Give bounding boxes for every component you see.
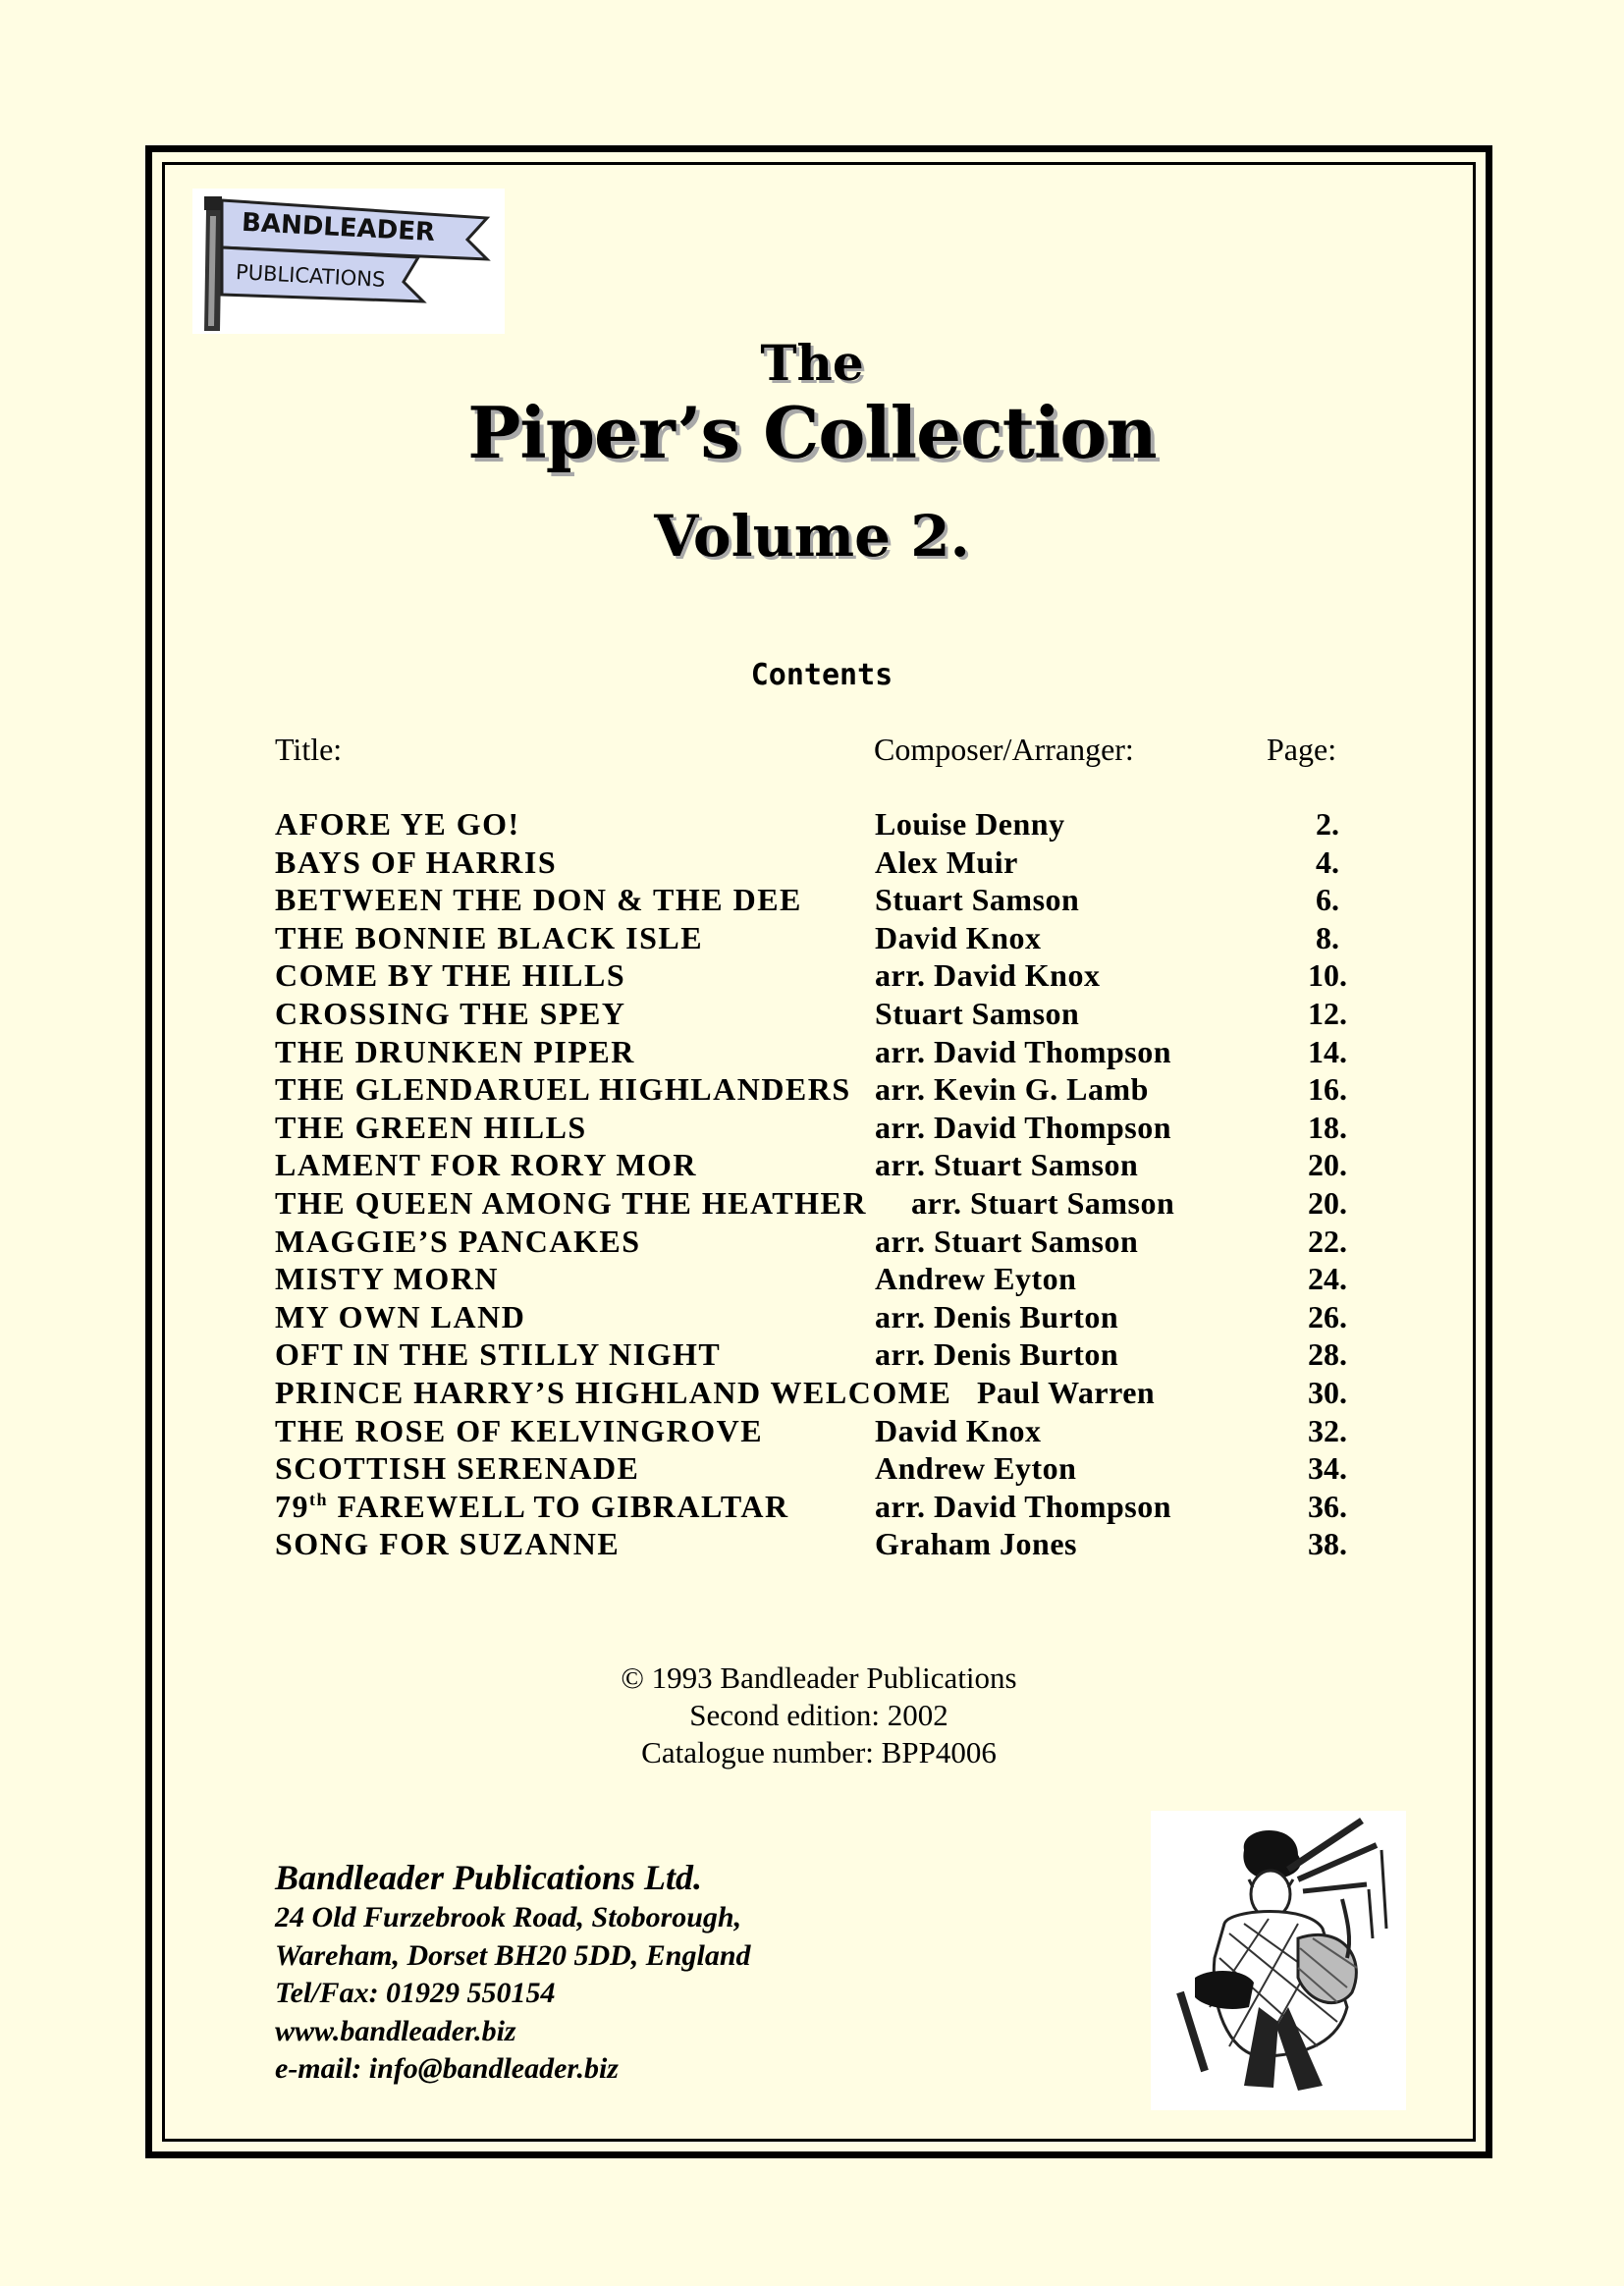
toc-row bbox=[275, 1260, 1375, 1298]
toc-composer: Graham Jones bbox=[875, 1526, 1077, 1562]
toc-row bbox=[275, 1146, 1375, 1184]
toc-composer: Andrew Eyton bbox=[875, 1261, 1077, 1297]
toc-page: 32. bbox=[1308, 1412, 1347, 1448]
toc-title-superscript: th bbox=[309, 1489, 329, 1509]
toc-row bbox=[275, 805, 1375, 844]
toc-title: THE DRUNKEN PIPER bbox=[275, 1033, 635, 1069]
toc-title: LAMENT FOR RORY MOR bbox=[275, 1147, 698, 1183]
column-header-page: Page: bbox=[1267, 732, 1337, 767]
toc-composer: arr. Kevin G. Lamb bbox=[875, 1071, 1149, 1108]
publisher-address bbox=[275, 1856, 751, 2089]
bandleader-logo bbox=[192, 189, 505, 334]
toc-title: MY OWN LAND bbox=[275, 1298, 526, 1334]
toc-page: 4. bbox=[1316, 844, 1339, 880]
address-town: Wareham, Dorset BH20 5DD, England bbox=[275, 1938, 751, 1972]
column-header-title: Title: bbox=[275, 732, 343, 767]
toc-title: BETWEEN THE DON & THE DEE bbox=[275, 882, 802, 918]
logo-text-bandleader: BANDLEADER bbox=[241, 207, 436, 248]
toc-row bbox=[275, 1412, 1375, 1450]
toc-page: 30. bbox=[1308, 1374, 1347, 1410]
toc-title-rest: FAREWELL TO GIBRALTAR bbox=[328, 1488, 789, 1524]
toc-row bbox=[275, 1184, 1375, 1223]
toc-page: 10. bbox=[1308, 957, 1347, 994]
toc-row bbox=[275, 1298, 1375, 1336]
toc-page: 26. bbox=[1308, 1298, 1347, 1334]
toc-row bbox=[275, 1449, 1375, 1488]
toc-composer: arr. Denis Burton bbox=[875, 1336, 1119, 1373]
toc-row bbox=[275, 1223, 1375, 1261]
title-main: Piper’s Collection bbox=[467, 391, 1157, 474]
toc-title-number: 79 bbox=[275, 1488, 309, 1524]
toc-page: 14. bbox=[1308, 1033, 1347, 1069]
address-web[interactable]: www.bandleader.biz bbox=[275, 2014, 516, 2047]
toc-row bbox=[275, 995, 1375, 1033]
toc-title: MAGGIE’S PANCAKES bbox=[275, 1223, 641, 1259]
toc-composer: Alex Muir bbox=[875, 844, 1018, 880]
copyright-line: © 1993 Bandleader Publications bbox=[621, 1660, 1017, 1695]
logo-text-publications: PUBLICATIONS bbox=[235, 260, 386, 292]
toc-composer: arr. David Thompson bbox=[875, 1488, 1172, 1524]
toc-composer: Stuart Samson bbox=[875, 995, 1080, 1031]
piper-illustration bbox=[1151, 1811, 1406, 2110]
toc-page: 22. bbox=[1308, 1223, 1347, 1259]
toc-row bbox=[275, 919, 1375, 957]
toc-page: 8. bbox=[1316, 919, 1339, 955]
toc-composer: arr. Stuart Samson bbox=[875, 1147, 1139, 1183]
column-header-composer: Composer/Arranger: bbox=[874, 732, 1134, 767]
toc-title: PRINCE HARRY’S HIGHLAND WELCOME bbox=[275, 1374, 952, 1410]
toc-row bbox=[275, 1525, 1375, 1563]
toc-row bbox=[275, 1374, 1375, 1412]
toc-title: CROSSING THE SPEY bbox=[275, 995, 626, 1031]
toc-title: SONG FOR SUZANNE bbox=[275, 1526, 621, 1562]
toc-title: THE QUEEN AMONG THE HEATHER bbox=[275, 1184, 867, 1221]
toc-composer: arr. Denis Burton bbox=[875, 1298, 1119, 1334]
toc-page: 36. bbox=[1308, 1488, 1347, 1524]
toc-page: 34. bbox=[1308, 1450, 1347, 1487]
toc-page: 2. bbox=[1316, 806, 1339, 842]
toc-row bbox=[275, 1109, 1375, 1147]
toc-composer: arr. David Thompson bbox=[875, 1033, 1172, 1069]
title-volume: Volume 2. bbox=[654, 503, 970, 570]
toc-row bbox=[275, 1335, 1375, 1374]
toc-title: COME BY THE HILLS bbox=[275, 957, 626, 994]
toc-page: 20. bbox=[1308, 1147, 1347, 1183]
toc-page: 24. bbox=[1308, 1261, 1347, 1297]
toc-composer: Louise Denny bbox=[875, 806, 1065, 842]
toc-composer: arr. Stuart Samson bbox=[911, 1184, 1175, 1221]
toc-page: 38. bbox=[1308, 1526, 1347, 1562]
toc-title: THE GREEN HILLS bbox=[275, 1109, 587, 1145]
address-phone: Tel/Fax: 01929 550154 bbox=[275, 1977, 556, 2009]
toc-page: 16. bbox=[1308, 1071, 1347, 1108]
toc-composer: arr. David Knox bbox=[875, 957, 1101, 994]
toc-row bbox=[275, 956, 1375, 995]
address-email[interactable]: e-mail: info@bandleader.biz bbox=[275, 2052, 619, 2085]
toc-title: OFT IN THE STILLY NIGHT bbox=[275, 1336, 722, 1373]
toc-page: 28. bbox=[1308, 1336, 1347, 1373]
toc-page: 18. bbox=[1308, 1109, 1347, 1145]
toc-row bbox=[275, 844, 1375, 882]
bagpiper-icon bbox=[1151, 1811, 1406, 2110]
address-street: 24 Old Furzebrook Road, Stoborough, bbox=[275, 1901, 742, 1933]
title-the: The bbox=[760, 334, 864, 392]
contents-list bbox=[275, 805, 1375, 1563]
toc-composer: arr. Stuart Samson bbox=[875, 1223, 1139, 1259]
edition-line: Second edition: 2002 bbox=[689, 1698, 948, 1732]
toc-row bbox=[275, 1488, 1375, 1526]
toc-composer: arr. David Thompson bbox=[875, 1109, 1172, 1145]
toc-row bbox=[275, 881, 1375, 919]
toc-page: 12. bbox=[1308, 995, 1347, 1031]
toc-title: AFORE YE GO! bbox=[275, 806, 520, 842]
toc-row bbox=[275, 1070, 1375, 1109]
toc-title: THE GLENDARUEL HIGHLANDERS bbox=[275, 1071, 851, 1108]
toc-composer: Andrew Eyton bbox=[875, 1450, 1077, 1487]
copyright-block bbox=[0, 1660, 1624, 1771]
toc-title: THE ROSE OF KELVINGROVE bbox=[275, 1412, 764, 1448]
toc-composer: David Knox bbox=[875, 1412, 1042, 1448]
catalogue-line: Catalogue number: BPP4006 bbox=[641, 1735, 997, 1769]
toc-title: BAYS OF HARRIS bbox=[275, 844, 558, 880]
flag-icon bbox=[192, 189, 505, 334]
company-name: Bandleader Publications Ltd. bbox=[275, 1858, 703, 1897]
toc-title: MISTY MORN bbox=[275, 1261, 500, 1297]
toc-composer: Paul Warren bbox=[977, 1374, 1156, 1410]
toc-composer: David Knox bbox=[875, 919, 1042, 955]
toc-row bbox=[275, 1033, 1375, 1071]
toc-title: THE BONNIE BLACK ISLE bbox=[275, 919, 704, 955]
toc-page: 6. bbox=[1316, 882, 1339, 918]
toc-page: 20. bbox=[1308, 1184, 1347, 1221]
toc-title: SCOTTISH SERENADE bbox=[275, 1450, 640, 1487]
toc-composer: Stuart Samson bbox=[875, 882, 1080, 918]
toc-title bbox=[275, 1488, 789, 1526]
contents-heading: Contents bbox=[750, 658, 893, 692]
